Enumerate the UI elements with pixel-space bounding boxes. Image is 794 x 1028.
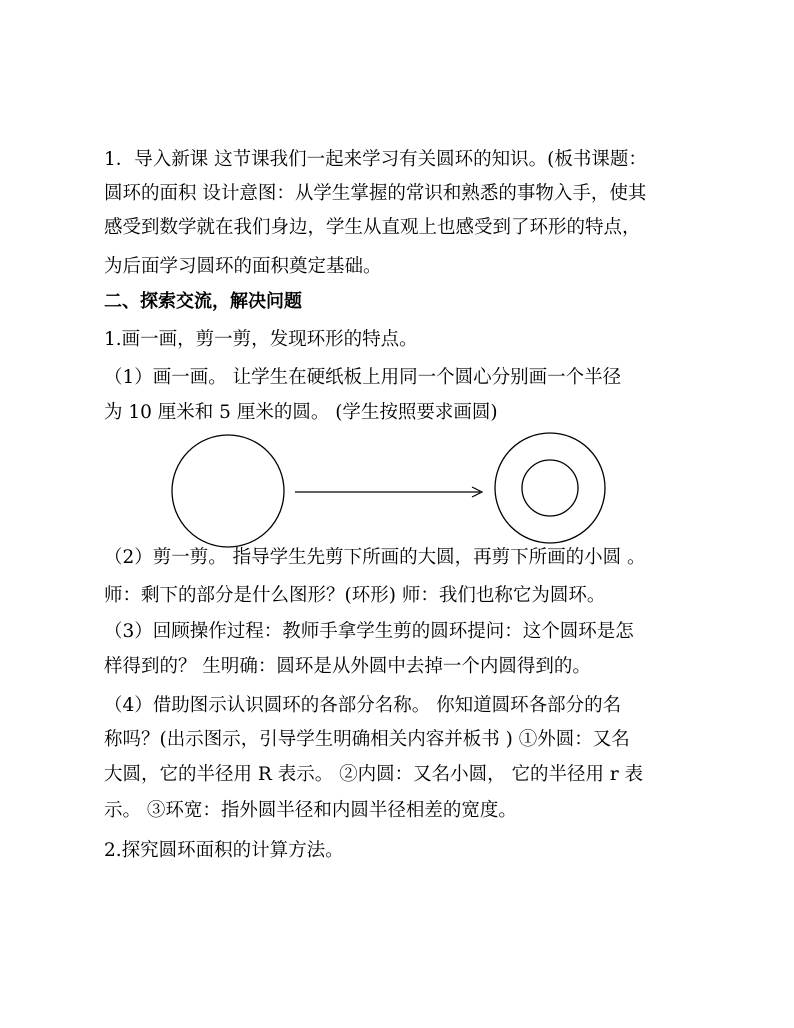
paragraph-line: 圆环的面积 设计意图：从学生掌握的常识和熟悉的事物入手，使其 [104, 183, 647, 204]
large-circle [172, 435, 284, 547]
paragraph-line: 为后面学习圆环的面积奠定基础。 [104, 256, 382, 277]
paragraph-line: 示。 ③环宽：指外圆半径和内圆半径相差的宽度。 [104, 800, 517, 821]
paragraph-line: 大圆，它的半径用 R 表示。 ②内圆：又名小圆， 它的半径用 r 表 [104, 764, 644, 785]
paragraph-line: 1.画一画，剪一剪，发现环形的特点。 [104, 329, 418, 350]
paragraph-line: 样得到的？ 生明确：圆环是从外圆中去掉一个内圆得到的。 [104, 656, 591, 677]
paragraph-line: 感受到数学就在我们身边，学生从直观上也感受到了环形的特点， [104, 217, 641, 238]
ring-outer-circle [495, 433, 605, 543]
paragraph-line: 1．导入新课 这节课我们一起来学习有关圆环的知识。(板书课题： [104, 149, 647, 170]
ring-inner-circle [522, 460, 578, 516]
paragraph-line: （2）剪一剪。 指导学生先剪下所画的大圆，再剪下所画的小圆 。 [104, 547, 646, 568]
paragraph-line: 为 10 厘米和 5 厘米的圆。 (学生按照要求画圆) [104, 402, 498, 423]
paragraph-line: （1）画一画。 让学生在硬纸板上用同一个圆心分别画一个半径 [104, 367, 622, 388]
section-heading: 二、探索交流，解决问题 [104, 291, 302, 312]
paragraph-line: 师：剩下的部分是什么图形？(环形) 师：我们也称它为圆环。 [104, 585, 606, 606]
paragraph-line: （4）借助图示认识圆环的各部分名称。 你知道圆环各部分的名 [104, 695, 622, 716]
paragraph-line: 2.探究圆环面积的计算方法。 [104, 840, 344, 861]
paragraph-line: 称吗？(出示图示，引导学生明确相关内容并板书 ) ①外圆：又名 [104, 729, 630, 750]
circle-to-ring-diagram [150, 430, 630, 550]
paragraph-line: （3）回顾操作过程：教师手拿学生剪的圆环提问：这个圆环是怎 [104, 621, 634, 642]
